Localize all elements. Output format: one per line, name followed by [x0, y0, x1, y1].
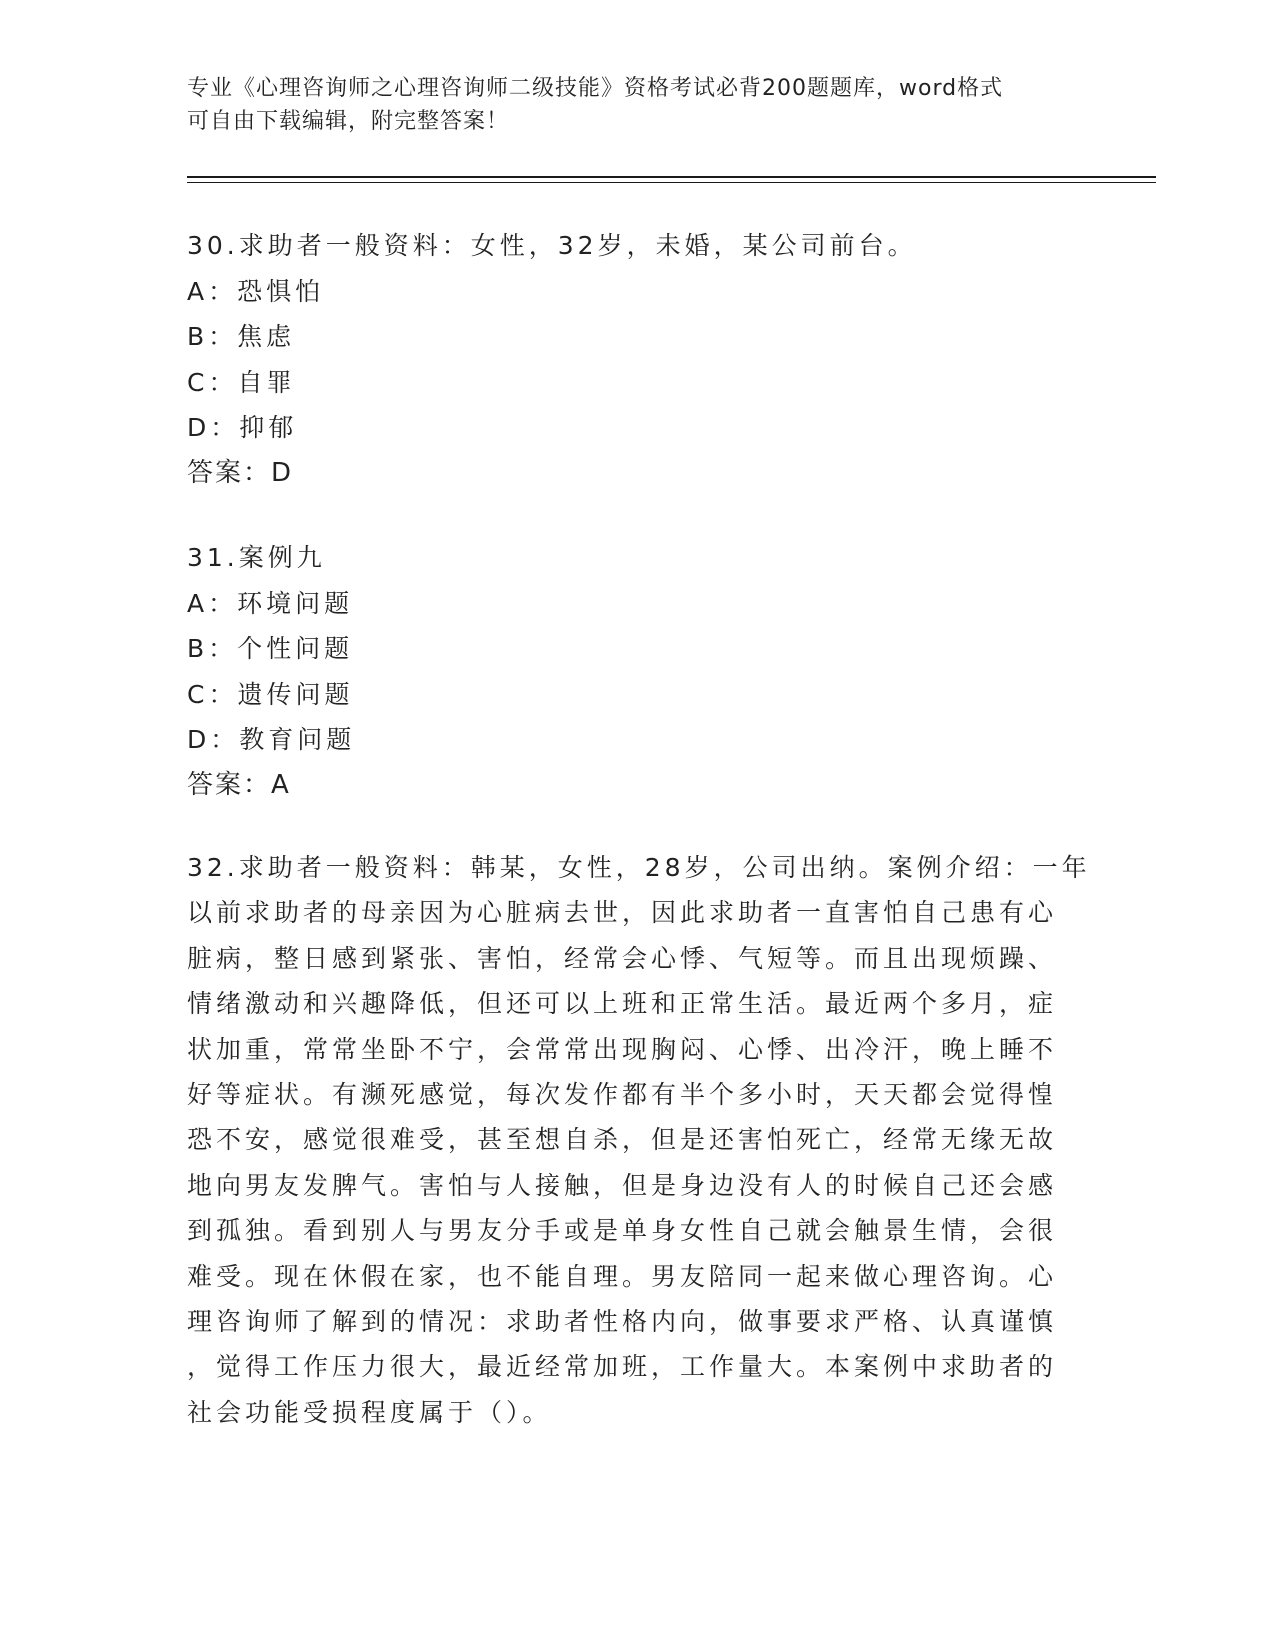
option-d: D：教育问题	[187, 725, 356, 754]
question-stem-line: ，觉得工作压力很大，最近经常加班，工作量大。本案例中求助者的	[187, 1352, 1058, 1382]
question-stem-line: 到孤独。看到别人与男友分手或是单身女性自己就会触景生情，会很	[187, 1216, 1058, 1246]
question-stem-line: 状加重，常常坐卧不宁，会常常出现胸闷、心悸、出冷汗，晚上睡不	[187, 1034, 1058, 1064]
question-stem-line: 脏病，整日感到紧张、害怕，经常会心悸、气短等。而且出现烦躁、	[187, 943, 1058, 973]
option-c: C：遗传问题	[187, 679, 354, 709]
option-b: B：焦虑	[187, 322, 296, 351]
question-32	[187, 845, 1091, 1435]
header-line-2: 可自由下载编辑，附完整答案！	[187, 109, 510, 134]
question-stem-line: 地向男友发脾气。害怕与人接触，但是身边没有人的时候自己还会感	[187, 1170, 1058, 1200]
question-stem-line: 情绪激动和兴趣降低，但还可以上班和正常生活。最近两个多月，症	[187, 989, 1058, 1019]
question-stem-line: 理咨询师了解到的情况：求助者性格内向，做事要求严格、认真谨慎	[187, 1306, 1058, 1336]
question-stem-line: 32.求助者一般资料：韩某，女性，28岁，公司出纳。案例介绍：一年	[187, 853, 1091, 882]
question-stem-line: 难受。现在休假在家，也不能自理。男友陪同一起来做心理咨询。心	[187, 1261, 1058, 1291]
header-line-1: 专业《心理咨询师之心理咨询师二级技能》资格考试必背200题题库，word格式	[187, 76, 1004, 101]
question-stem-line: 好等症状。有濒死感觉，每次发作都有半个多小时，天天都会觉得惶	[187, 1079, 1058, 1109]
question-stem: 30.求助者一般资料：女性，32岁，未婚，某公司前台。	[187, 231, 917, 260]
answer-label: 答案：A	[187, 769, 291, 800]
document-header	[187, 72, 1087, 138]
question-30	[187, 223, 1087, 496]
option-a: A：环境问题	[187, 588, 354, 618]
option-a: A：恐惧怕	[187, 276, 325, 306]
option-c: C：自罪	[187, 367, 296, 397]
question-31	[187, 535, 1087, 808]
option-b: B：个性问题	[187, 634, 354, 663]
answer-label: 答案：D	[187, 457, 294, 488]
question-stem: 31.案例九	[187, 543, 326, 572]
question-stem-line: 以前求助者的母亲因为心脏病去世，因此求助者一直害怕自己患有心	[187, 898, 1058, 928]
option-d: D：抑郁	[187, 413, 298, 442]
question-stem-line: 社会功能受损程度属于（）。	[187, 1397, 552, 1427]
header-divider-thin	[187, 182, 1156, 183]
header-divider-thick	[187, 176, 1156, 178]
question-stem-line: 恐不安，感觉很难受，甚至想自杀，但是还害怕死亡，经常无缘无故	[187, 1125, 1058, 1155]
